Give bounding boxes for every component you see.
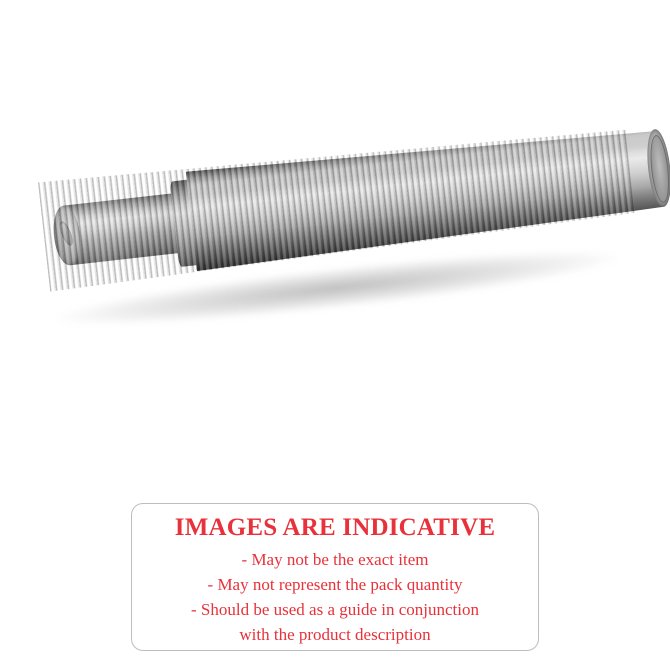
notice-line-3: - Should be used as a guide in conjunction [190,600,479,619]
notice-line-1: - May not be the exact item [241,550,429,569]
notice-bullet-list [132,547,538,647]
images-indicative-notice [131,503,539,651]
notice-line-2: - May not represent the pack quantity [207,575,463,594]
notice-line-4: with the product description [239,625,431,644]
notice-title: IMAGES ARE INDICATIVE [174,514,496,541]
